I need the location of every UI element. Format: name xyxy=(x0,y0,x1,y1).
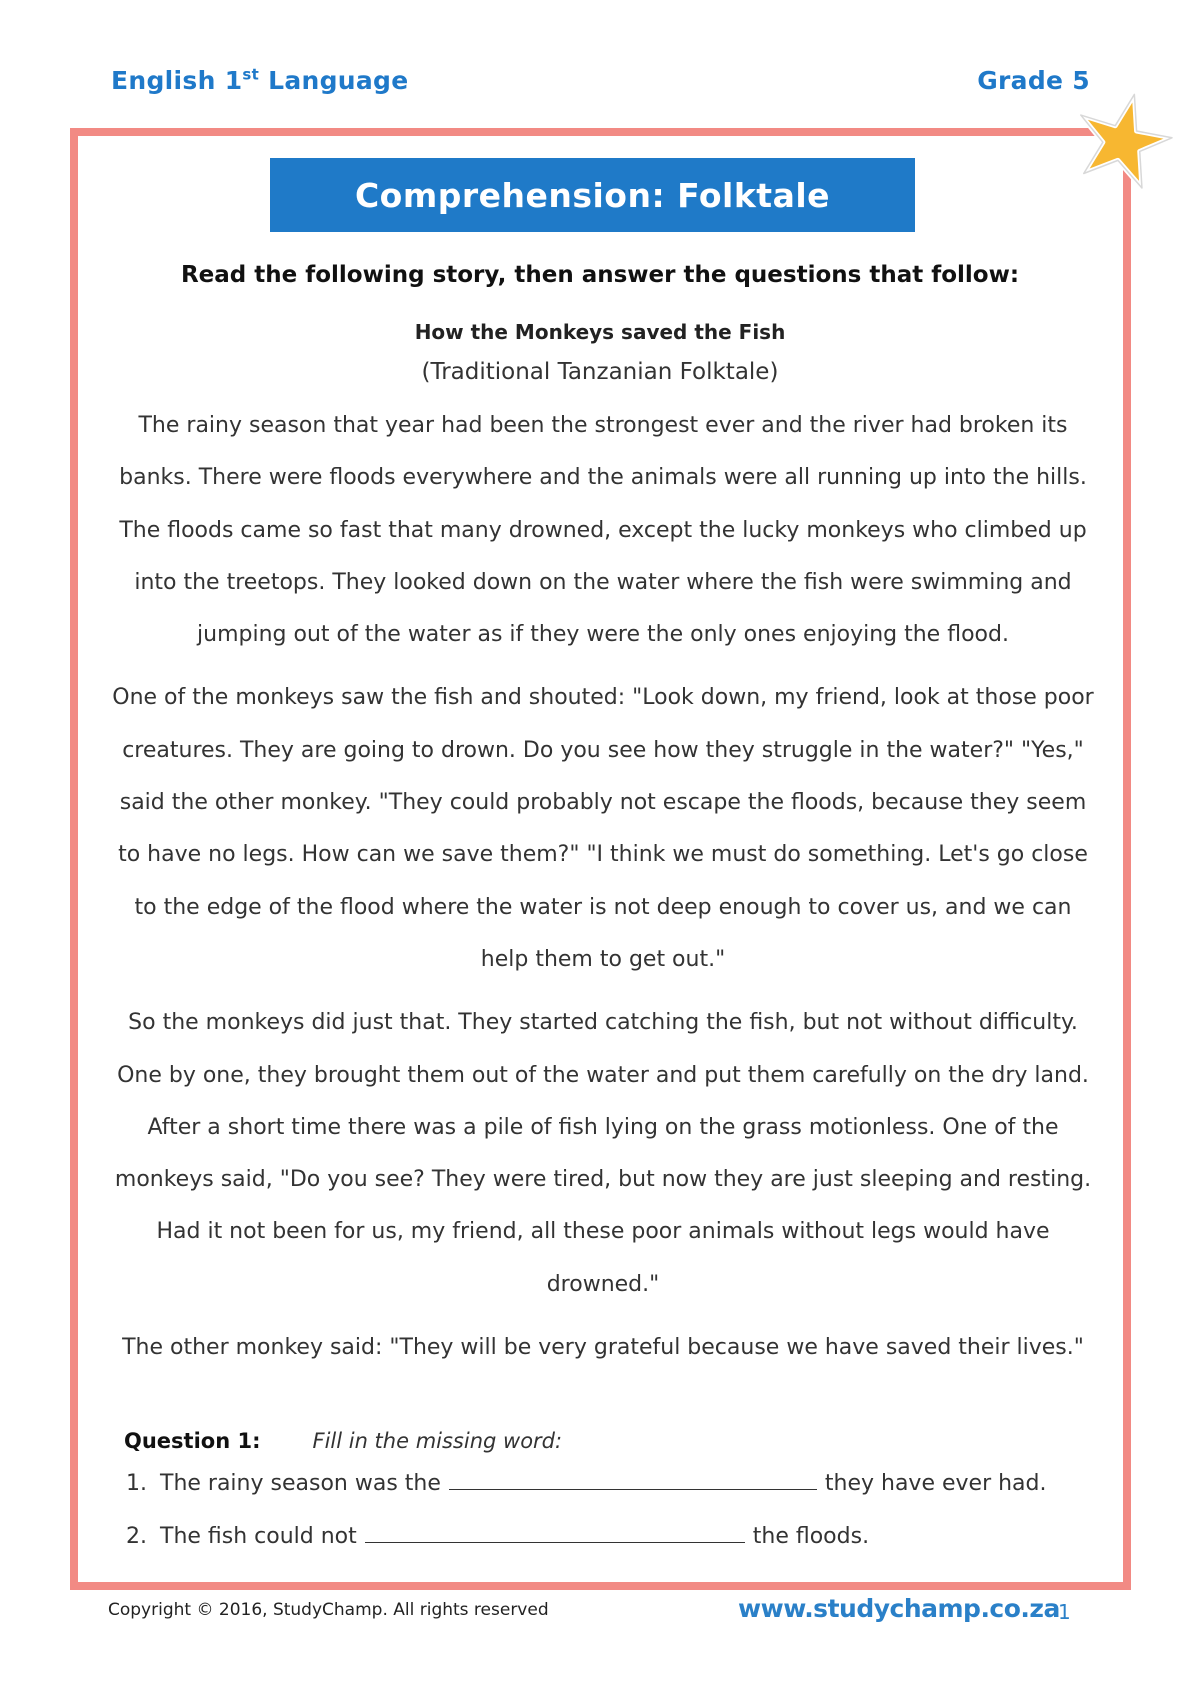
copyright-text: Copyright © 2016, StudyChamp. All rights reserved xyxy=(108,1600,549,1620)
grade-header: Grade 5 xyxy=(977,66,1090,95)
story-paragraph: The other monkey said: "They will be very grateful because we have saved their lives." xyxy=(122,1335,1084,1361)
page-number: 1 xyxy=(1058,1600,1071,1624)
story-paragraph: One of the monkeys saw the fish and shouted: "Look down, my friend, look at those poor creatures. They are going to drown. Do you see how they struggle in the water?" "Yes," said the other monkey. "They could probably not escape the floods, because they seem to have no legs. How can we save them?" "I think we must do something. Let's go close to the edge of the flood where the water is not deep enough to cover us, and we can help them to get out." xyxy=(112,685,1094,972)
question-item xyxy=(126,1467,1047,1496)
story-title: How the Monkeys saved the Fish xyxy=(414,320,786,344)
question-item xyxy=(126,1520,869,1549)
question-1-heading xyxy=(124,1429,562,1453)
page-title: Comprehension: Folktale xyxy=(270,158,915,232)
answer-blank[interactable] xyxy=(449,1467,817,1490)
item-text-before: The rainy season was the xyxy=(160,1471,441,1496)
subject-header: English 1st Language xyxy=(111,65,409,95)
question-instruction: Fill in the missing word: xyxy=(312,1429,563,1453)
star-icon xyxy=(1063,88,1173,198)
item-number: 1. xyxy=(126,1471,147,1496)
item-text-after: the floods. xyxy=(752,1524,870,1549)
story-paragraph: So the monkeys did just that. They started catching the fish, but not without difficulty. One by one, they brought them out of the water and put them carefully on the dry land. After a short time there was a pile of fish lying on the grass motionless. One of the monkeys said, "Do you see? They were tired, but now they are just sleeping and resting. Had it not been for us, my friend, all these poor animals without legs would have drowned." xyxy=(114,1010,1092,1297)
story-body xyxy=(110,400,1096,1385)
website-link[interactable]: www.studychamp.co.za xyxy=(738,1594,1060,1623)
answer-blank[interactable] xyxy=(365,1520,745,1543)
story-paragraph: The rainy season that year had been the strongest ever and the river had broken its banks. There were floods everywhere and the animals were all running up into the hills. The floods came so fast that many drowned, except the lucky monkeys who climbed up into the treetops. They looked down on the water where the fish were swimming and jumping out of the water as if they were the only ones enjoying the flood. xyxy=(119,413,1087,648)
item-number: 2. xyxy=(126,1524,147,1549)
item-text-after: they have ever had. xyxy=(824,1471,1047,1496)
instruction-text: Read the following story, then answer the questions that follow: xyxy=(180,262,1020,288)
question-label: Question 1: xyxy=(124,1429,261,1453)
story-subtitle: (Traditional Tanzanian Folktale) xyxy=(421,359,779,385)
item-text-before: The fish could not xyxy=(160,1524,357,1549)
